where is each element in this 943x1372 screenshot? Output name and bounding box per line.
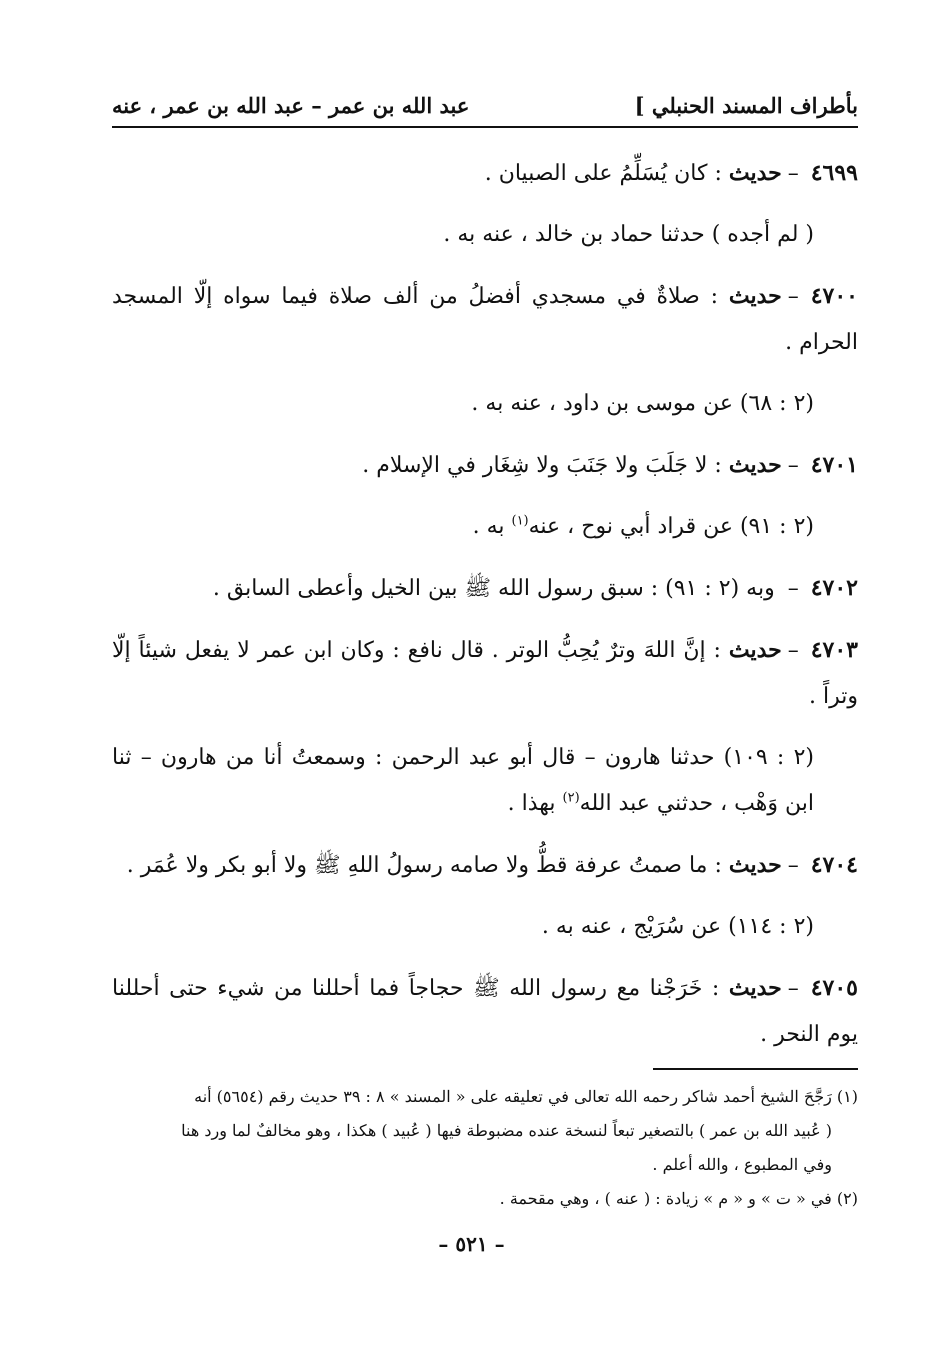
source-text: به . [472,514,505,539]
footnote-divider [653,1068,858,1070]
source-text: (٢ : ١١٤) عن سُرَيْج ، عنه به . [541,914,814,939]
subsection-title: – عبد الله بن عمر ، عنه [112,93,322,118]
book-title: بأطراف المسند الحنبلي ] [634,93,858,118]
hadith-4705: ٤٧٠٥–حديث : خَرَجْنا مع رسول الله ﷺ حجاجاً فما أحللنا من شيء حتى أحللنا يوم النحر . [112,975,858,1047]
hadith-4704: ٤٧٠٤–حديث : ما صمتُ عرفة قطُّ ولا صامه رسولُ اللهِ ﷺ ولا أبو بكر ولا عُمَر . [126,852,858,878]
hadith-source [112,381,858,427]
hadith-keyword: حديث [728,283,782,309]
hadith-4703: ٤٧٠٣–حديث : إنَّ اللهَ وترٌ يُحِبُّ الوتر . قال نافع : وكان ابن عمر لا يفعل شيئاً إلّا وتراً . [112,637,858,709]
header-left [112,93,469,118]
hadith-number: ٤٧٠٢ [810,575,858,601]
page-number: – ٥٢١ – [438,1232,505,1256]
hadith-number: ٤٧٠١ [810,452,858,478]
hadith-source [112,212,858,258]
source-text: ( لم أجده ) حدثنا حماد بن خالد ، عنه به . [443,222,814,247]
hadith-source [112,904,858,950]
running-header [112,88,858,128]
hadith-text: : ما صمتُ عرفة قطُّ ولا صامه رسولُ اللهِ ﷺ ولا أبو بكر ولا عُمَر . [126,853,722,878]
header-right [635,93,858,118]
source-text: (٢ : ١٠٩) حدثنا هارون – قال أبو عبد الرحمن : وسمعتُ أنا من هارون – ثنا ابن وَهْب ، حدثني عبد الله [112,745,814,816]
hadith-keyword: حديث [728,975,782,1001]
source-text: (٢ : ٦٨) عن موسى بن داود ، عنه به . [471,391,814,416]
hadith-text: : لا جَلَبَ ولا جَنَبَ ولا شِغَار في الإسلام . [362,453,722,478]
hadith-keyword: حديث [728,852,782,878]
hadith-number: ٤٧٠٤ [810,852,858,878]
hadith-4702: ٤٧٠٢– وبه (٢ : ٩١) : سبق رسول الله ﷺ بين الخيل وأعطى السابق . [212,575,858,601]
hadith-keyword: حديث [728,452,782,478]
hadith-source [112,735,858,827]
hadith-4701: ٤٧٠١–حديث : لا جَلَبَ ولا جَنَبَ ولا شِغَار في الإسلام . [362,452,858,478]
hadith-text: : كان يُسَلِّمُ على الصبيان . [484,161,722,186]
footnotes [112,1080,858,1216]
hadith-number: ٤٧٠٥ [810,975,858,1001]
hadith-text: : خَرَجْنا مع رسول الله ﷺ حجاجاً فما أحللنا من شيء حتى أحللنا يوم النحر . [112,976,858,1047]
source-text: بهذا . [507,791,556,816]
hadith-number: ٤٧٠٠ [810,283,858,309]
hadith-source [112,504,858,550]
footnote-1: (١) رَجَّحَ الشيخ أحمد شاكر رحمه الله تعالى في تعليقه على « المسند » ٨ : ٣٩ حديث رقم (٥٦٥٤) أنه [194,1087,858,1106]
hadith-list [112,150,858,1073]
hadith-number: ٤٦٩٩ [810,160,858,186]
footnote-ref-1[interactable]: (١) [511,513,529,529]
hadith-keyword: حديث [728,637,782,663]
hadith-text: : صلاةٌ في مسجدي أفضلُ من ألف صلاة فيما سواه إلّا المسجد الحرام . [112,284,858,355]
hadith-text: : إنَّ اللهَ وترٌ يُحِبُّ الوتر . قال نافع : وكان ابن عمر لا يفعل شيئاً إلّا وتراً . [112,638,858,709]
section-title: عبد الله بن عمر [329,93,470,118]
source-text: (٢ : ٩١) عن قراد أبي نوح ، عنه [528,514,814,539]
footnote-ref-2[interactable]: (٢) [562,790,580,806]
hadith-text: وبه (٢ : ٩١) : سبق رسول الله ﷺ بين الخيل وأعطى السابق . [212,576,775,601]
hadith-4700: ٤٧٠٠–حديث : صلاةٌ في مسجدي أفضلُ من ألف صلاة فيما سواه إلّا المسجد الحرام . [112,283,858,355]
hadith-number: ٤٧٠٣ [810,637,858,663]
hadith-keyword: حديث [728,160,782,186]
footnote-1-cont: ( عُبيد الله بن عمر ) بالتصغير تبعاً لنسخة عنده مضبوطة فيها ( عُبيد ) هكذا ، وهو مخالفٌ لما ورد هنا [181,1121,832,1140]
footnote-2: (٢) في « ت » و « م » زيادة : ( عنه ) ، وهي مقحمة . [499,1189,858,1208]
footnote-1-cont: وفي المطبوع ، والله أعلم . [652,1155,832,1174]
hadith-4699: ٤٦٩٩–حديث : كان يُسَلِّمُ على الصبيان . [484,160,858,186]
